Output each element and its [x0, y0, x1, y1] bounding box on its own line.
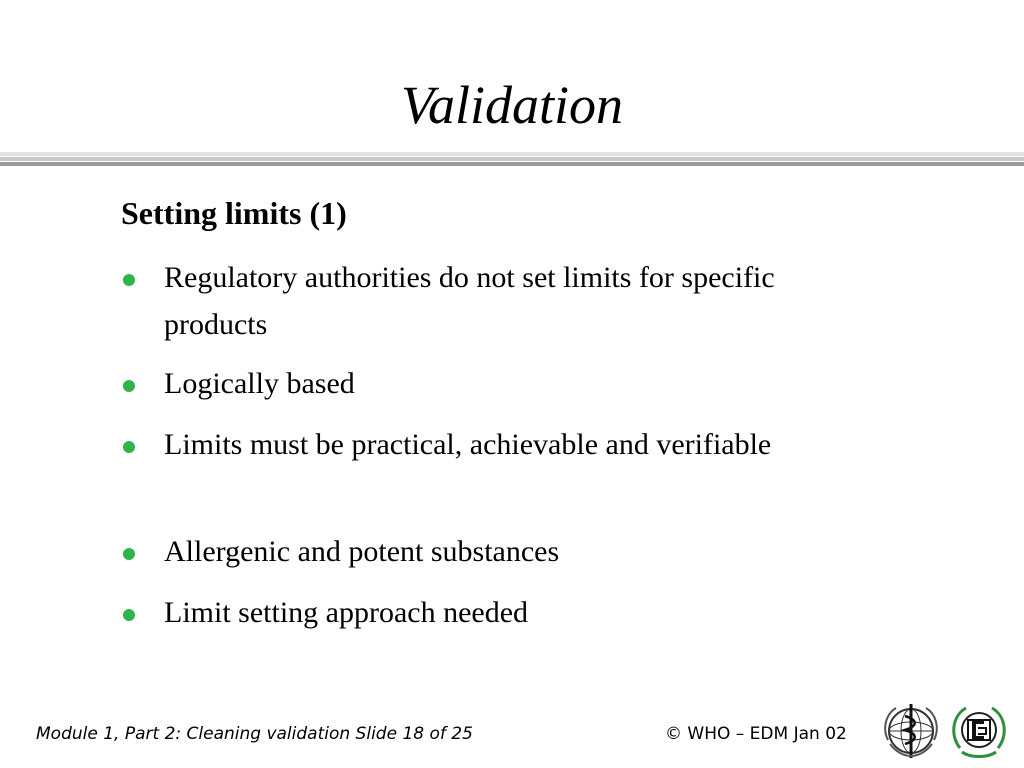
footer-module-info: Module 1, Part 2: Cleaning validation Slide 18 of 25 — [36, 724, 473, 744]
edm-emblem-icon — [948, 700, 1010, 762]
bullet-text: Regulatory authorities do not set limits for specific products — [164, 261, 775, 341]
bullet-dot-icon — [123, 548, 135, 560]
title-divider-dark — [0, 162, 1024, 166]
footer-copyright: © WHO – EDM Jan 02 — [665, 724, 847, 744]
title-divider-mid — [0, 157, 1024, 161]
bullet-item — [120, 360, 840, 407]
bullet-text: Logically based — [164, 367, 355, 400]
bullet-dot-icon — [123, 274, 135, 286]
bullet-dot-icon — [123, 380, 135, 392]
bullet-text: Limits must be practical, achievable and verifiable — [164, 428, 772, 461]
bullet-item — [120, 254, 840, 348]
slide-title: Validation — [400, 75, 623, 135]
bullet-dot-icon — [123, 441, 135, 453]
bullet-dot-icon — [123, 609, 135, 621]
bullet-text: Allergenic and potent substances — [164, 535, 560, 568]
who-emblem-icon — [880, 700, 942, 762]
bullet-item — [120, 528, 840, 575]
bullet-item — [120, 421, 840, 515]
slide-subtitle: Setting limits (1) — [121, 195, 347, 231]
bullet-item — [120, 589, 840, 636]
bullet-text: Limit setting approach needed — [164, 596, 529, 629]
title-divider-light — [0, 152, 1024, 156]
